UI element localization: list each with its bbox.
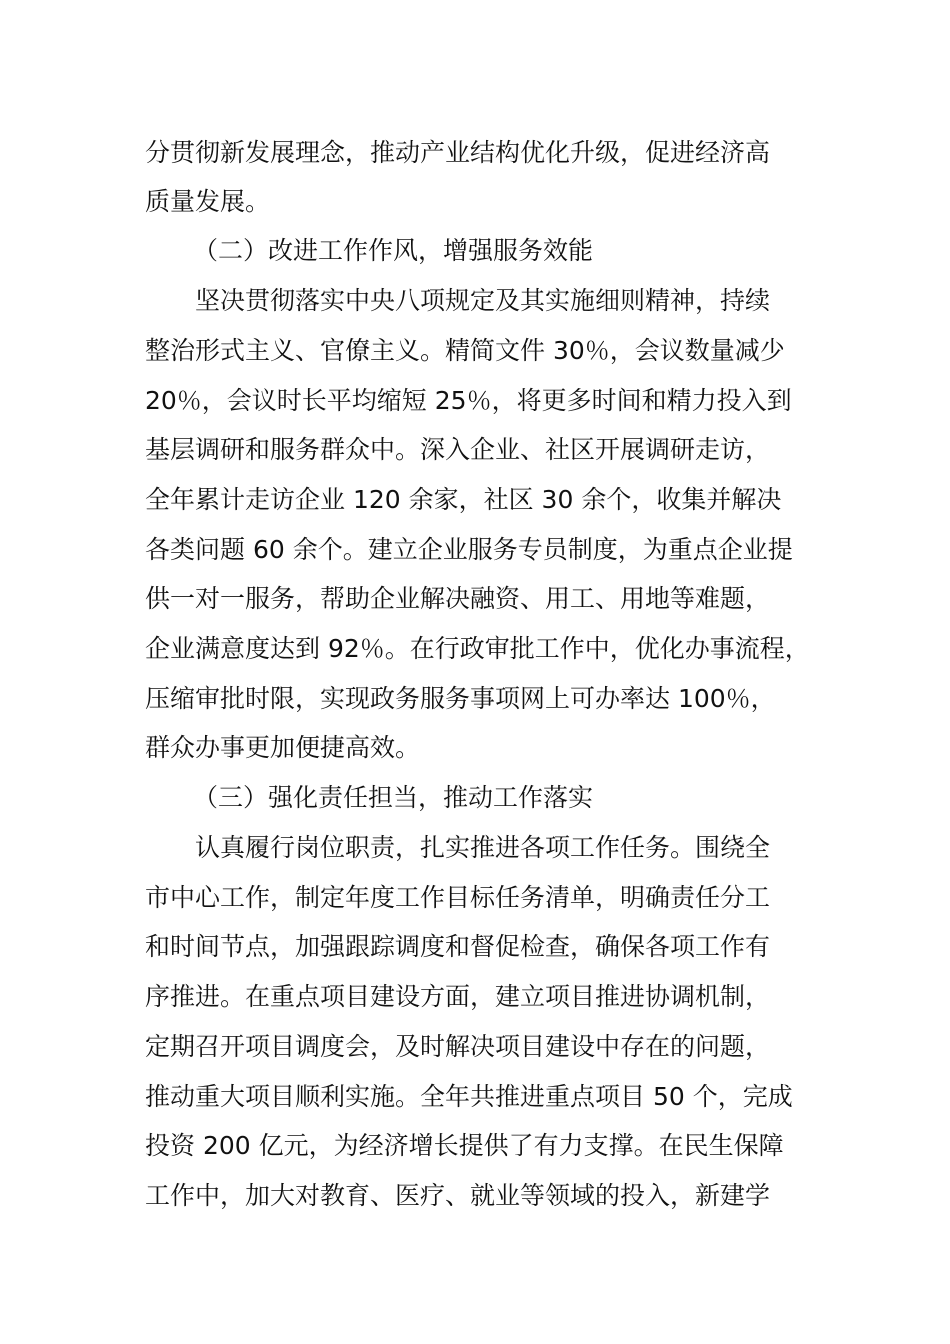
text-line: 各类问题 60 余个。建立企业服务专员制度，为重点企业提 xyxy=(145,535,793,564)
text-line: 整治形式主义、官僚主义。精简文件 30％，会议数量减少 xyxy=(145,336,785,365)
text-line: 推动重大项目顺利实施。全年共推进重点项目 50 个，完成 xyxy=(145,1082,793,1111)
text-line: 压缩审批时限，实现政务服务事项网上可办率达 100％， xyxy=(145,684,776,713)
text-line: 认真履行岗位职责，扎实推进各项工作任务。围绕全 xyxy=(195,833,771,862)
section-heading: （二）改进工作作风，增强服务效能 xyxy=(193,236,594,265)
text-line: 和时间节点，加强跟踪调度和督促检查，确保各项工作有 xyxy=(145,932,771,961)
text-line: 基层调研和服务群众中。深入企业、社区开展调研走访， xyxy=(145,435,771,464)
text-line: 20％，会议时长平均缩短 25％，将更多时间和精力投入到 xyxy=(145,386,792,415)
text-line: 企业满意度达到 92％。在行政审批工作中，优化办事流程， xyxy=(145,634,810,663)
text-line: 坚决贯彻落实中央八项规定及其实施细则精神，持续 xyxy=(195,286,771,315)
text-line: 群众办事更加便捷高效。 xyxy=(145,733,421,762)
text-line: 定期召开项目调度会，及时解决项目建设中存在的问题， xyxy=(145,1032,771,1061)
text-line: 供一对一服务，帮助企业解决融资、用工、用地等难题， xyxy=(145,584,771,613)
text-line: 市中心工作，制定年度工作目标任务清单，明确责任分工 xyxy=(145,883,771,912)
text-line: 全年累计走访企业 120 余家，社区 30 余个，收集并解决 xyxy=(145,485,782,514)
text-line: 质量发展。 xyxy=(145,187,271,216)
text-line: 序推进。在重点项目建设方面，建立项目推进协调机制， xyxy=(145,982,771,1011)
text-line: 投资 200 亿元，为经济增长提供了有力支撑。在民生保障 xyxy=(145,1131,784,1160)
text-line: 分贯彻新发展理念，推动产业结构优化升级，促进经济高 xyxy=(145,138,771,167)
section-heading: （三）强化责任担当，推动工作落实 xyxy=(193,783,594,812)
text-line: 工作中，加大对教育、医疗、就业等领域的投入，新建学 xyxy=(145,1181,771,1210)
